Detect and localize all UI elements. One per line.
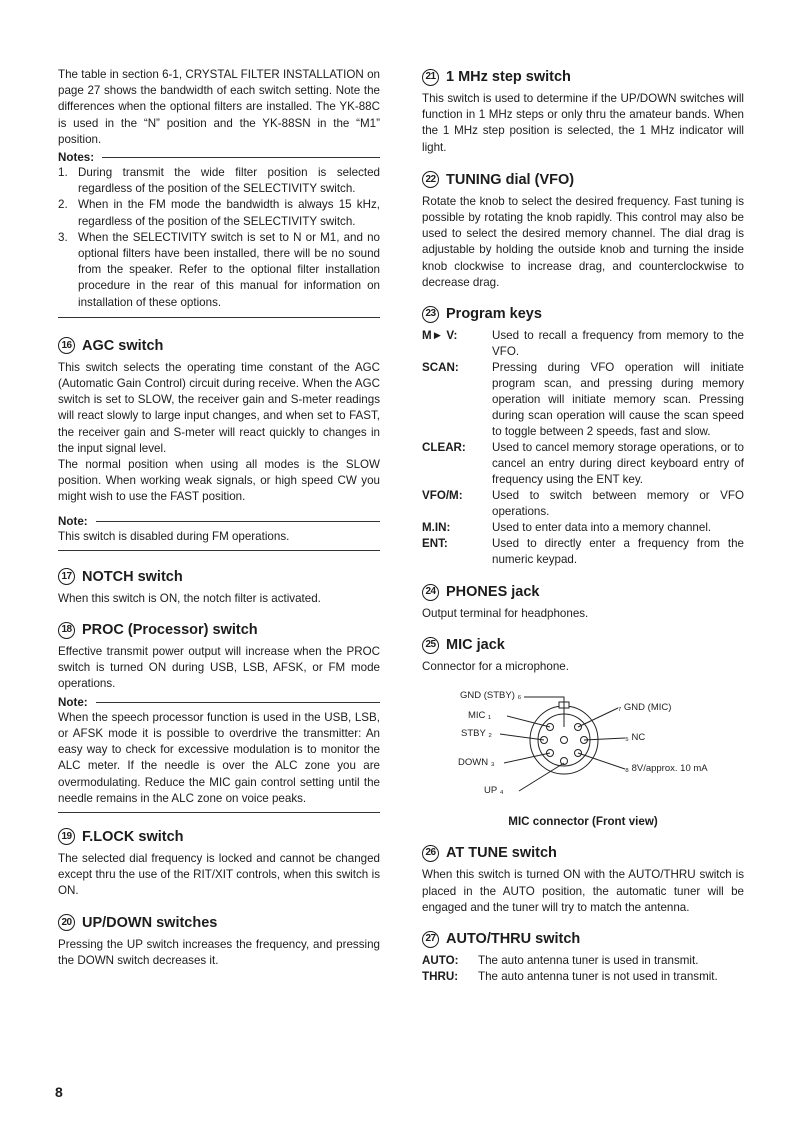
pin-label-stby: STBY ₂ — [461, 728, 492, 740]
notes-list — [58, 165, 380, 311]
page-number: 8 — [55, 1084, 63, 1100]
right-column — [422, 0, 744, 985]
key-row-clear: CLEAR: Used to cancel memory storage operations, or to cancel an entry during direct keyboard entry of frequency using the ENT key. — [422, 441, 744, 487]
note-item-3: 3. When the SELECTIVITY switch is set to N or M1, and no optional filters have been installed, there will be no sound from the speaker. Refer to the optional filter installation procedure in the rear of this manual for information on installation of these options. — [58, 230, 380, 309]
agc-heading: 16 AGC switch — [58, 337, 380, 355]
tuning-heading: 22 TUNING dial (VFO) — [422, 171, 744, 189]
circled-number-17: 17 — [58, 568, 75, 585]
notch-body: When this switch is ON, the notch filter is activated. — [58, 591, 321, 605]
notch-heading: 17 NOTCH switch — [58, 568, 380, 586]
circled-number-24: 24 — [422, 584, 439, 601]
key-row-ent: ENT: Used to directly enter a frequency from the numeric keypad. — [422, 537, 744, 567]
flock-heading: 19 F.LOCK switch — [58, 828, 380, 846]
pin-label-nc: ₅ NC — [625, 732, 646, 744]
note-item-1: 1. During transmit the wide filter position is selected regardless of the position of the SELECTIVITY switch. — [58, 166, 380, 196]
agc-note: This switch is disabled during FM operations. — [58, 529, 290, 543]
auto-thru-heading: 27 AUTO/THRU switch — [422, 930, 744, 948]
circled-number-26: 26 — [422, 845, 439, 862]
mhz-step-heading: 21 1 MHz step switch — [422, 68, 744, 86]
key-row-thru: THRU: The auto antenna tuner is not used in transmit. — [422, 970, 718, 984]
updown-heading: 20 UP/DOWN switches — [58, 914, 380, 932]
agc-note-heading: Note: — [58, 514, 380, 529]
circled-number-16: 16 — [58, 337, 75, 354]
pin-label-down: DOWN ₃ — [458, 757, 495, 769]
tuning-body: Rotate the knob to select the desired frequency. Fast tuning is possible by rotating the knob rapidly. This control may also be used to select the desired memory channel. The dial drag is adjustable by holding the outside knob and turning the inside knob clockwise to increase drag, and counterclockwise to decrease drag. — [422, 194, 744, 289]
pin-label-up: UP ₄ — [484, 785, 504, 797]
key-row-m-in: M.IN: Used to enter data into a memory channel. — [422, 521, 712, 535]
circled-number-18: 18 — [58, 622, 75, 639]
mic-connector-diagram — [422, 683, 744, 813]
proc-body: Effective transmit power output will increase when the PROC switch is turned ON during USB, LSB, AFSK, or FM mode operations. — [58, 645, 380, 691]
at-tune-heading: 26 AT TUNE switch — [422, 844, 744, 862]
circled-number-27: 27 — [422, 931, 439, 948]
key-row-scan: SCAN: Pressing during VFO operation will initiate program scan, and pressing during memory operation will initiate memory scan. Pressing during scan operation will cause the scan speed to toggle between 2 speeds, fast and slow. — [422, 361, 744, 439]
pin-label-gnd-mic: ₇ GND (MIC) — [618, 702, 672, 714]
pin-label-8v: ₈ 8V/approx. 10 mA — [625, 763, 708, 775]
proc-note: When the speech processor function is used in the USB, LSB, or AFSK mode it is possible to overdrive the transmitter: An easy way to check for excessive modulation is to monitor the ALC meter. If the needle is over the ALC zone you are overmodulating. Reduce the MIC gain control setting until the needle remains in the ALC zone on voice peaks. — [58, 710, 380, 805]
circled-number-25: 25 — [422, 637, 439, 654]
key-row-mv: M► V: Used to recall a frequency from memory to the VFO. — [422, 329, 744, 359]
updown-body: Pressing the UP switch increases the frequency, and pressing the DOWN switch decreases it. — [58, 937, 380, 967]
mic-heading: 25 MIC jack — [422, 636, 744, 654]
program-keys-heading: 23 Program keys — [422, 305, 744, 323]
proc-note-heading: Note: — [58, 695, 380, 710]
mhz-step-body: This switch is used to determine if the UP/DOWN switches will function in 1 MHz steps or only thru the amateur bands. When the 1 MHz step position is selected, the 1 MHz indicator will light. — [422, 92, 744, 154]
key-row-auto: AUTO: The auto antenna tuner is used in transmit. — [422, 954, 699, 968]
circled-number-22: 22 — [422, 171, 439, 188]
intro-paragraph: The table in section 6-1, CRYSTAL FILTER INSTALLATION on page 27 shows the bandwidth of each switch setting. Note the differences when the optional filters are installed. The YK-88C is used in the “N” position and the YK-88SN in the “M1” position. — [58, 68, 380, 146]
agc-body: This switch selects the operating time constant of the AGC (Automatic Gain Control) circuit during receive. When the AGC switch is set to SLOW, the receiver gain and S-meter readings will react slowly to large input changes, and when set to FAST, the receiver gain and S-meter will react quickly to changes in the input signal level. — [58, 360, 380, 455]
agc-body-2: The normal position when using all modes is the SLOW position. When working weak signals, or high speed CW you might wish to use the FAST position. — [58, 458, 380, 504]
mic-connector-drawing — [422, 683, 744, 813]
note-item-2: 2. When in the FM mode the bandwidth is always 15 kHz, regardless of the position of the SELECTIVITY switch. — [58, 198, 380, 228]
pin-label-gnd-stby: GND (STBY) ₆ — [460, 690, 522, 702]
key-row-vfo-m: VFO/M: Used to switch between memory or VFO operations. — [422, 489, 744, 519]
left-column — [58, 0, 380, 969]
phones-heading: 24 PHONES jack — [422, 583, 744, 601]
flock-body: The selected dial frequency is locked and cannot be changed except thru the use of the RIT/XIT controls, when this switch is ON. — [58, 851, 380, 898]
phones-body: Output terminal for headphones. — [422, 607, 589, 621]
mic-connector-caption: MIC connector (Front view) — [508, 815, 658, 829]
proc-heading: 18 PROC (Processor) switch — [58, 621, 380, 639]
pin-label-mic: MIC ₁ — [468, 710, 492, 722]
at-tune-body: When this switch is turned ON with the AUTO/THRU switch is placed in the AUTO position, the automatic tuner will be engaged and the tuner will try to match the antenna. — [422, 868, 744, 914]
circled-number-19: 19 — [58, 828, 75, 845]
circled-number-21: 21 — [422, 69, 439, 86]
mic-body: Connector for a microphone. — [422, 660, 569, 674]
notes-heading: Notes: — [58, 150, 380, 165]
circled-number-20: 20 — [58, 914, 75, 931]
circled-number-23: 23 — [422, 306, 439, 323]
